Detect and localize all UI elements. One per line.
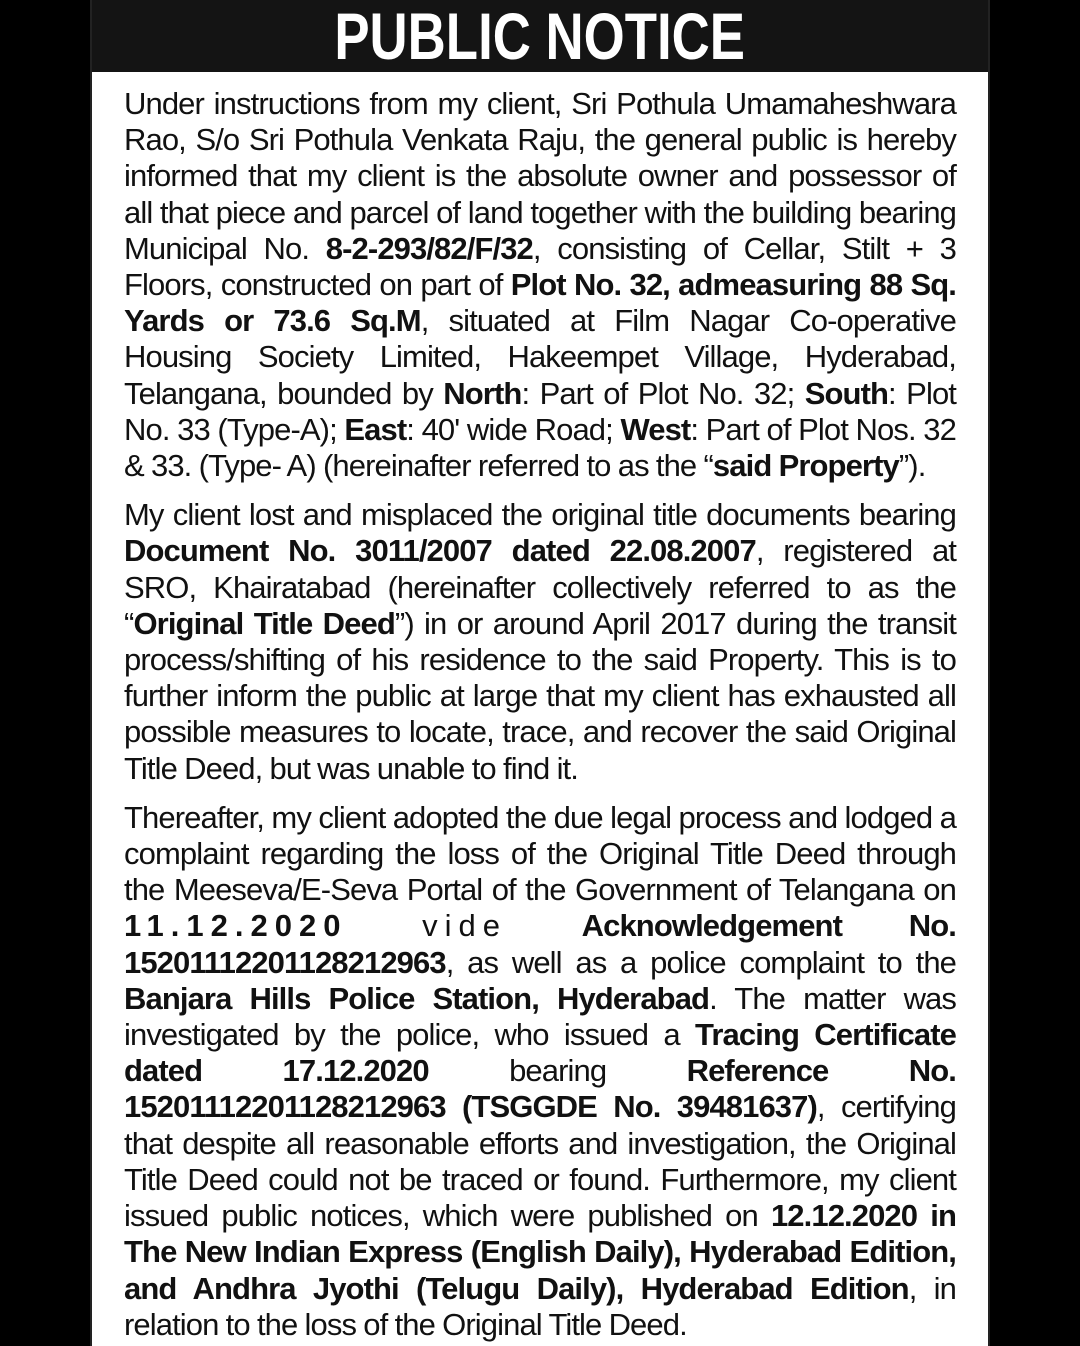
acknowledgement-number: Acknowledgement No. 15201112201128212963: [124, 908, 956, 980]
notice-title: PUBLIC NOTICE: [334, 0, 746, 73]
boundary-east-label: East: [344, 411, 407, 447]
boundary-south-label: South: [804, 375, 889, 411]
notice-title-bar: [92, 0, 988, 72]
document-number: Document No. 3011/2007 dated 22.08.2007: [124, 533, 756, 569]
boundary-west-label: West: [620, 411, 691, 447]
municipal-number: 8-2-293/82/F/32: [325, 230, 533, 266]
tracing-certificate: Tracing Certificate dated 17.12.2020: [124, 1017, 956, 1089]
police-station: Banjara Hills Police Station, Hyderabad: [124, 980, 710, 1016]
complaint-date: 11.12.2020: [124, 908, 348, 944]
plot-details: Plot No. 32, admeasuring 88 Sq. Yards or 73.6 Sq.M: [124, 267, 956, 339]
paragraph-legal-process: Thereafter, my client adopted the due legal process and lodged a complaint regarding the loss of the Original Title Deed through the Meeseva/E-Seva Portal of the Government of Telangana on 11.12.2020 vide Acknowledgement No. 15201112201128212963, as well as a police complaint to the Banjara Hills Police Station, Hyderabad. The matter was investigated by the police, who issued a Tracing Certificate dated 17.12.2020 bearing Reference No. 15201112201128212963 (TSGGDE No. 39481637), certifying that despite all reasonable efforts and investigation, the Original Title Deed could not be traced or found. Furthermore, my client issued public notices, which were published on 12.12.2020 in The New Indian Express (English Daily), Hyderabad Edition, and Andhra Jyothi (Telugu Daily), Hyderabad Edition, in relation to the loss of the Original Title Deed.: [124, 799, 957, 1342]
paragraph-property-ownership: Under instructions from my client, Sri Pothula Umamaheshwara Rao, S/o Sri Pothula Venkata Raju, the general public is hereby informed that my client is the absolute owner and possessor of all that piece and parcel of land together with the building bearing Municipal No. 8-2-293/82/F/32, consisting of Cellar, Stilt + 3 Floors, constructed on part of Plot No. 32, admeasuring 88 Sq. Yards or 73.6 Sq.M, situated at Film Nagar Co-operative Housing Society Limited, Hakeempet Village, Hyderabad, Telangana, bounded by North: Part of Plot No. 32; South: Plot No. 33 (Type-A); East: 40' wide Road; West: Part of Plot Nos. 32 & 33. (Type- A) (hereinafter referred to as the “said Property”).: [124, 86, 956, 484]
paragraph-lost-documents: My client lost and misplaced the original title documents bearing Document No. 3011/2007 dated 22.08.2007, registered at SRO, Khairatabad (hereinafter collectively referred to as the “Original Title Deed”) in or around April 2017 during the transit process/shifting of his residence to the said Property. This is to further inform the public at large that my client has exhausted all possible measures to locate, trace, and recover the said Original Title Deed, but was unable to find it.: [124, 497, 957, 786]
boundary-north-label: North: [443, 375, 522, 411]
public-notice-clipping: [90, 0, 990, 1346]
said-property-term: said Property: [712, 448, 899, 484]
reference-number: Reference No. 15201112201128212963 (TSGGDE No. 39481637): [124, 1053, 957, 1125]
publication-details: 12.12.2020 in The New Indian Express (English Daily), Hyderabad Edition, and Andhra Jyothi (Telugu Daily), Hyderabad Edition: [124, 1198, 956, 1306]
notice-body: [124, 86, 956, 1346]
original-title-deed-term: Original Title Deed: [133, 605, 395, 641]
